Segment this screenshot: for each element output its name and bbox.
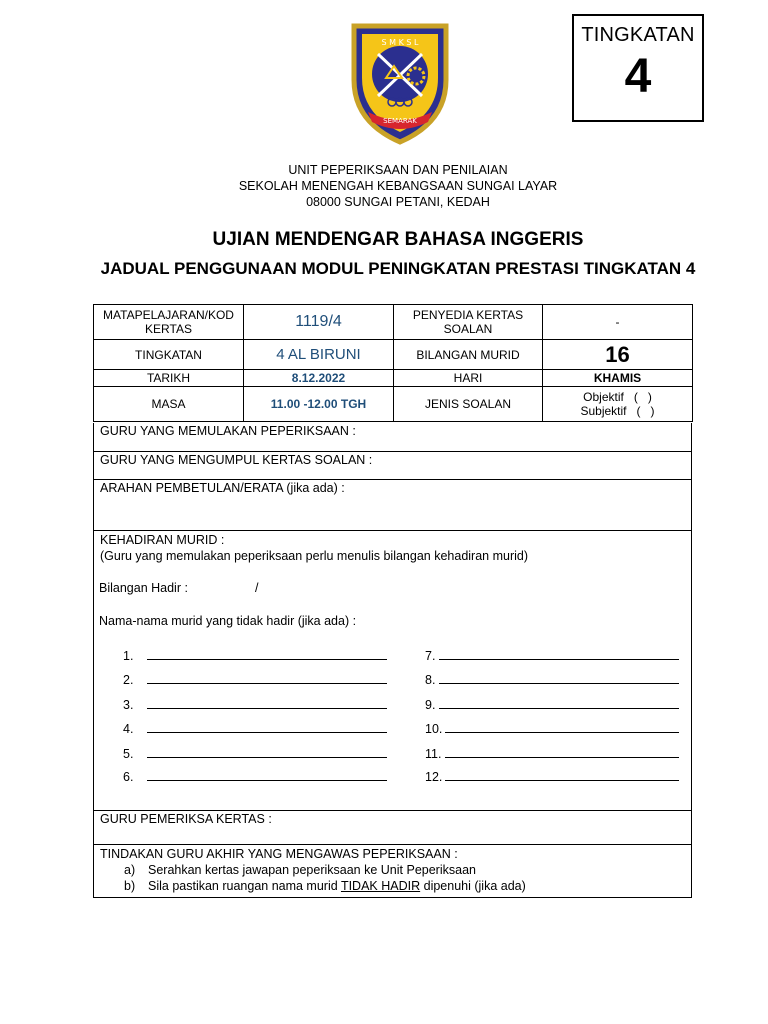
absent-item-4: 4. xyxy=(123,721,387,736)
subjektif-option: Subjektif ( ) xyxy=(580,404,655,418)
absent-line-7[interactable] xyxy=(439,648,679,660)
absent-line-2[interactable] xyxy=(147,672,387,684)
absent-line-1[interactable] xyxy=(147,648,387,660)
logo-banner-text: SEMARAK xyxy=(383,117,417,125)
school-crest-logo xyxy=(348,18,452,148)
absent-item-9: 9. xyxy=(425,697,679,712)
tindakan-item-a: a) Serahkan kertas jawapan peperiksaan ke Unit Peperiksaan xyxy=(124,863,476,877)
section-pemeriksa xyxy=(93,810,692,845)
absent-item-6: 6. xyxy=(123,769,387,784)
tindakan-list xyxy=(100,862,685,894)
info-table xyxy=(93,304,693,422)
document-title: UJIAN MENDENGAR BAHASA INGGERIS xyxy=(212,229,584,250)
matapelajaran-value: 1119/4 xyxy=(244,305,394,340)
absent-item-8: 8. xyxy=(425,672,679,687)
absent-line-3[interactable] xyxy=(147,697,387,709)
section-tindakan xyxy=(93,845,692,898)
absent-line-5[interactable] xyxy=(147,746,387,758)
tingkatan-value: 4 AL BIRUNI xyxy=(244,340,394,370)
absent-line-11[interactable] xyxy=(445,746,679,758)
absent-item-11: 11. xyxy=(425,746,679,761)
absent-item-2: 2. xyxy=(123,672,387,687)
tidak-hadir-label: Nama-nama murid yang tidak hadir (jika ada) : xyxy=(99,614,357,628)
penyedia-value: - xyxy=(543,305,693,340)
arahan-label: ARAHAN PEMBETULAN/ERATA (jika ada) : xyxy=(100,481,345,495)
section-arahan xyxy=(93,480,692,531)
tingkatan-box-label: TINGKATAN xyxy=(581,24,695,46)
hari-value: KHAMIS xyxy=(543,370,693,387)
section-memulakan xyxy=(93,423,692,452)
school-header xyxy=(0,162,768,210)
mengumpul-label: GURU YANG MENGUMPUL KERTAS SOALAN : xyxy=(100,453,373,467)
tindakan-item-b: b) Sila pastikan ruangan nama murid TIDAK HADIR dipenuhi (jika ada) xyxy=(124,879,526,893)
tingkatan-box-number: 4 xyxy=(624,50,652,103)
matapelajaran-label: MATAPELAJARAN/KOD KERTAS xyxy=(94,305,244,340)
masa-value: 11.00 -12.00 TGH xyxy=(244,387,394,422)
section-mengumpul xyxy=(93,452,692,480)
jenis-soalan-label: JENIS SOALAN xyxy=(394,387,543,422)
hari-label: HARI xyxy=(394,370,543,387)
absent-item-3: 3. xyxy=(123,697,387,712)
absent-line-6[interactable] xyxy=(147,769,387,781)
memulakan-label: GURU YANG MEMULAKAN PEPERIKSAAN : xyxy=(100,424,356,438)
kehadiran-title: KEHADIRAN MURID : xyxy=(100,533,225,547)
tingkatan-label: TINGKATAN xyxy=(94,340,244,370)
absent-line-12[interactable] xyxy=(445,769,679,781)
absent-line-8[interactable] xyxy=(439,672,679,684)
bilangan-hadir-row xyxy=(99,581,188,595)
absent-line-4[interactable] xyxy=(147,721,387,733)
bilangan-murid-label: BILANGAN MURID xyxy=(394,340,543,370)
absent-item-12: 12. xyxy=(425,769,679,784)
tingkatan-box xyxy=(572,14,704,122)
jenis-soalan-options xyxy=(543,387,693,422)
school-address: 08000 SUNGAI PETANI, KEDAH xyxy=(306,195,490,209)
tindakan-label: TINDAKAN GURU AKHIR YANG MENGAWAS PEPERIKSAAN : xyxy=(100,847,458,861)
absent-item-1: 1. xyxy=(123,648,387,663)
pemeriksa-label: GURU PEMERIKSA KERTAS : xyxy=(100,812,272,826)
absent-item-7: 7. xyxy=(425,648,679,663)
bilangan-hadir-label: Bilangan Hadir : xyxy=(99,581,188,595)
tarikh-value: 8.12.2022 xyxy=(244,370,394,387)
objektif-option: Objektif ( ) xyxy=(583,390,652,404)
school-name: SEKOLAH MENENGAH KEBANGSAAN SUNGAI LAYAR xyxy=(238,179,558,193)
bilangan-hadir-slash: / xyxy=(255,581,259,595)
masa-label: MASA xyxy=(94,387,244,422)
logo-top-text: S M K S L xyxy=(381,38,419,47)
tarikh-label: TARIKH xyxy=(94,370,244,387)
absent-item-10: 10. xyxy=(425,721,679,736)
absent-line-9[interactable] xyxy=(439,697,679,709)
penyedia-label: PENYEDIA KERTAS SOALAN xyxy=(394,305,543,340)
bilangan-murid-value: 16 xyxy=(543,340,693,370)
school-unit: UNIT PEPERIKSAAN DAN PENILAIAN xyxy=(288,163,508,177)
absent-item-5: 5. xyxy=(123,746,387,761)
kehadiran-note: (Guru yang memulakan peperiksaan perlu menulis bilangan kehadiran murid) xyxy=(100,549,529,563)
absent-line-10[interactable] xyxy=(445,721,679,733)
document-subtitle: JADUAL PENGGUNAAN MODUL PENINGKATAN PRESTASI TINGKATAN 4 xyxy=(100,259,696,278)
